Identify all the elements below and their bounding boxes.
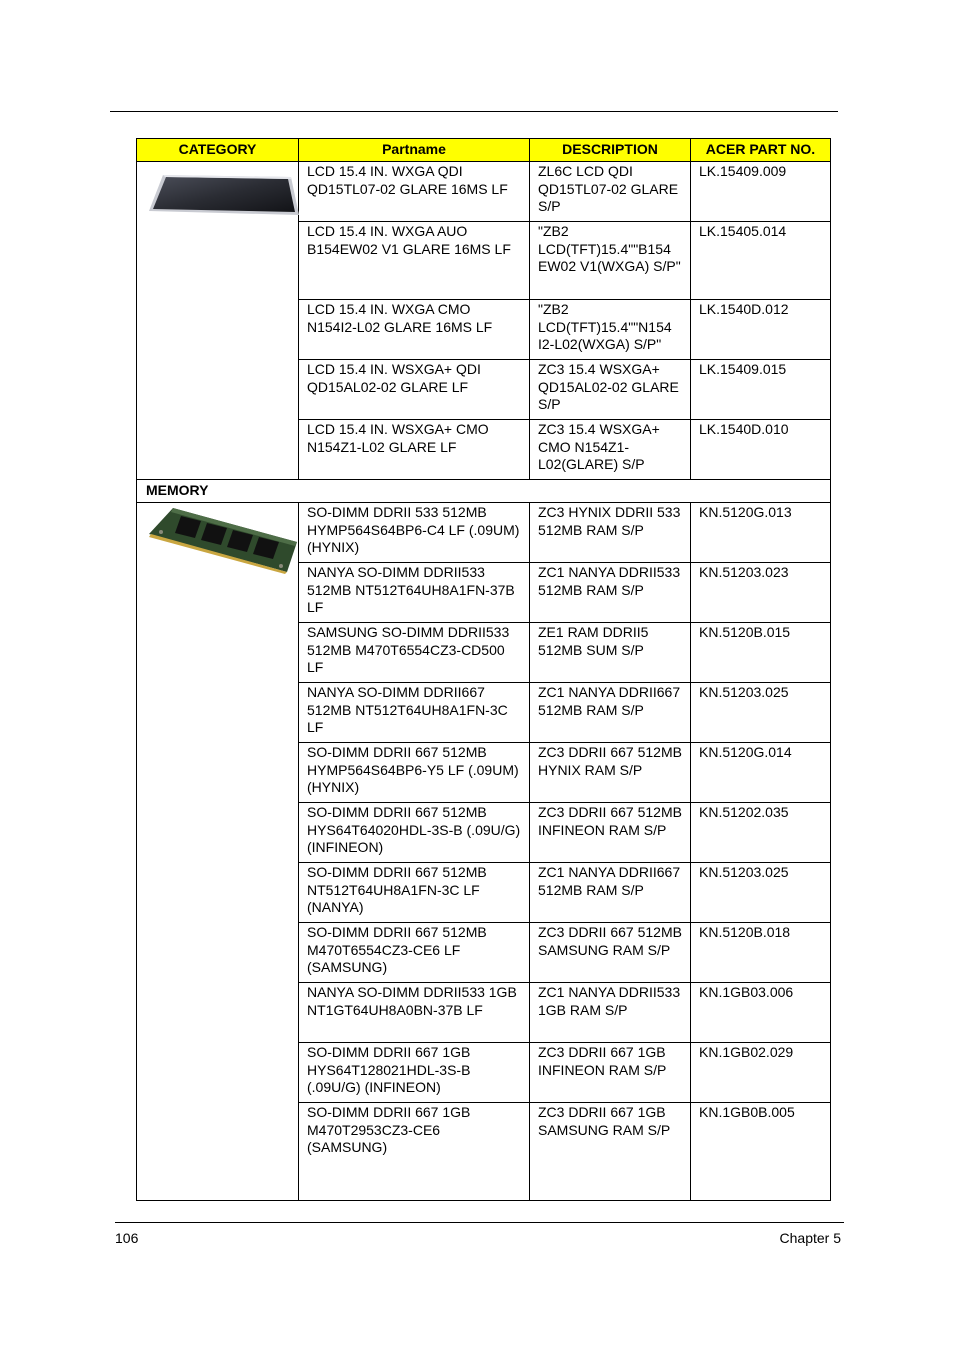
description-cell: ZC3 DDRII 667 512MB INFINEON RAM S/P — [530, 803, 691, 863]
partname-cell: LCD 15.4 IN. WSXGA+ QDI QD15AL02-02 GLARE LF — [299, 360, 530, 420]
partname-cell: NANYA SO-DIMM DDRII533 512MB NT512T64UH8A1FN-37B LF — [299, 563, 530, 623]
partname-cell: SO-DIMM DDRII 667 1GB M470T2953CZ3-CE6 (SAMSUNG) — [299, 1103, 530, 1201]
description-cell: ZE1 RAM DDRII5 512MB SUM S/P — [530, 623, 691, 683]
part-no-cell: LK.1540D.012 — [691, 300, 831, 360]
part-no-cell: KN.5120B.018 — [691, 923, 831, 983]
part-no-cell: KN.51203.023 — [691, 563, 831, 623]
ram-module-image — [149, 504, 297, 574]
description-cell: "ZB2 LCD(TFT)15.4""B154 EW02 V1(WXGA) S/P" — [530, 222, 691, 300]
description-cell: ZC1 NANYA DDRII533 512MB RAM S/P — [530, 563, 691, 623]
lcd-image-cell — [137, 162, 299, 480]
memory-image-cell — [137, 503, 299, 1201]
description-cell: "ZB2 LCD(TFT)15.4""N154 I2-L02(WXGA) S/P" — [530, 300, 691, 360]
description-cell: ZC3 15.4 WSXGA+ QD15AL02-02 GLARE S/P — [530, 360, 691, 420]
part-no-cell: KN.1GB03.006 — [691, 983, 831, 1043]
part-no-cell: KN.5120G.013 — [691, 503, 831, 563]
partname-cell: LCD 15.4 IN. WXGA QDI QD15TL07-02 GLARE 16MS LF — [299, 162, 530, 222]
part-no-cell: LK.15409.009 — [691, 162, 831, 222]
table-row — [137, 503, 831, 563]
part-no-cell: KN.5120B.015 — [691, 623, 831, 683]
col-partname: Partname — [299, 139, 530, 162]
partname-cell: SO-DIMM DDRII 667 1GB HYS64T128021HDL-3S-B (.09U/G) (INFINEON) — [299, 1043, 530, 1103]
col-description: DESCRIPTION — [530, 139, 691, 162]
page-number: 106 — [115, 1230, 139, 1246]
part-no-cell: KN.5120G.014 — [691, 743, 831, 803]
part-no-cell: KN.51202.035 — [691, 803, 831, 863]
section-label: MEMORY — [137, 480, 831, 503]
part-no-cell: KN.51203.025 — [691, 863, 831, 923]
part-no-cell: LK.1540D.010 — [691, 420, 831, 480]
description-cell: ZC3 15.4 WSXGA+ CMO N154Z1-L02(GLARE) S/P — [530, 420, 691, 480]
description-cell: ZC3 DDRII 667 1GB SAMSUNG RAM S/P — [530, 1103, 691, 1201]
header-row — [137, 139, 831, 162]
footer-rule — [115, 1222, 844, 1223]
description-cell: ZC3 DDRII 667 512MB HYNIX RAM S/P — [530, 743, 691, 803]
description-cell: ZC1 NANYA DDRII533 1GB RAM S/P — [530, 983, 691, 1043]
description-cell: ZC3 DDRII 667 512MB SAMSUNG RAM S/P — [530, 923, 691, 983]
partname-cell: LCD 15.4 IN. WSXGA+ CMO N154Z1-L02 GLARE LF — [299, 420, 530, 480]
partname-cell: SAMSUNG SO-DIMM DDRII533 512MB M470T6554CZ3-CD500 LF — [299, 623, 530, 683]
part-no-cell: KN.51203.025 — [691, 683, 831, 743]
part-no-cell: LK.15409.015 — [691, 360, 831, 420]
partname-cell: SO-DIMM DDRII 667 512MB HYMP564S64BP6-Y5 LF (.09UM) (HYNIX) — [299, 743, 530, 803]
section-row-memory — [137, 480, 831, 503]
col-part-no: ACER PART NO. — [691, 139, 831, 162]
partname-cell: SO-DIMM DDRII 667 512MB M470T6554CZ3-CE6 LF (SAMSUNG) — [299, 923, 530, 983]
partname-cell: LCD 15.4 IN. WXGA CMO N154I2-L02 GLARE 16MS LF — [299, 300, 530, 360]
partname-cell: SO-DIMM DDRII 667 512MB NT512T64UH8A1FN-3C LF (NANYA) — [299, 863, 530, 923]
partname-cell: SO-DIMM DDRII 667 512MB HYS64T64020HDL-3S-B (.09U/G) (INFINEON) — [299, 803, 530, 863]
part-no-cell: KN.1GB0B.005 — [691, 1103, 831, 1201]
description-cell: ZC3 DDRII 667 1GB INFINEON RAM S/P — [530, 1043, 691, 1103]
description-cell: ZC1 NANYA DDRII667 512MB RAM S/P — [530, 683, 691, 743]
description-cell: ZC1 NANYA DDRII667 512MB RAM S/P — [530, 863, 691, 923]
partname-cell: NANYA SO-DIMM DDRII533 1GB NT1GT64UH8A0BN-37B LF — [299, 983, 530, 1043]
part-no-cell: KN.1GB02.029 — [691, 1043, 831, 1103]
partname-cell: NANYA SO-DIMM DDRII667 512MB NT512T64UH8A1FN-3C LF — [299, 683, 530, 743]
table-row — [137, 162, 831, 222]
header-rule — [110, 111, 838, 112]
partname-cell: SO-DIMM DDRII 533 512MB HYMP564S64BP6-C4 LF (.09UM) (HYNIX) — [299, 503, 530, 563]
chapter-label: Chapter 5 — [779, 1230, 841, 1246]
partname-cell: LCD 15.4 IN. WXGA AUO B154EW02 V1 GLARE 16MS LF — [299, 222, 530, 300]
part-no-cell: LK.15405.014 — [691, 222, 831, 300]
parts-table — [136, 138, 831, 1201]
col-category: CATEGORY — [137, 139, 299, 162]
description-cell: ZC3 HYNIX DDRII 533 512MB RAM S/P — [530, 503, 691, 563]
lcd-panel-image — [149, 163, 299, 223]
description-cell: ZL6C LCD QDI QD15TL07-02 GLARE S/P — [530, 162, 691, 222]
